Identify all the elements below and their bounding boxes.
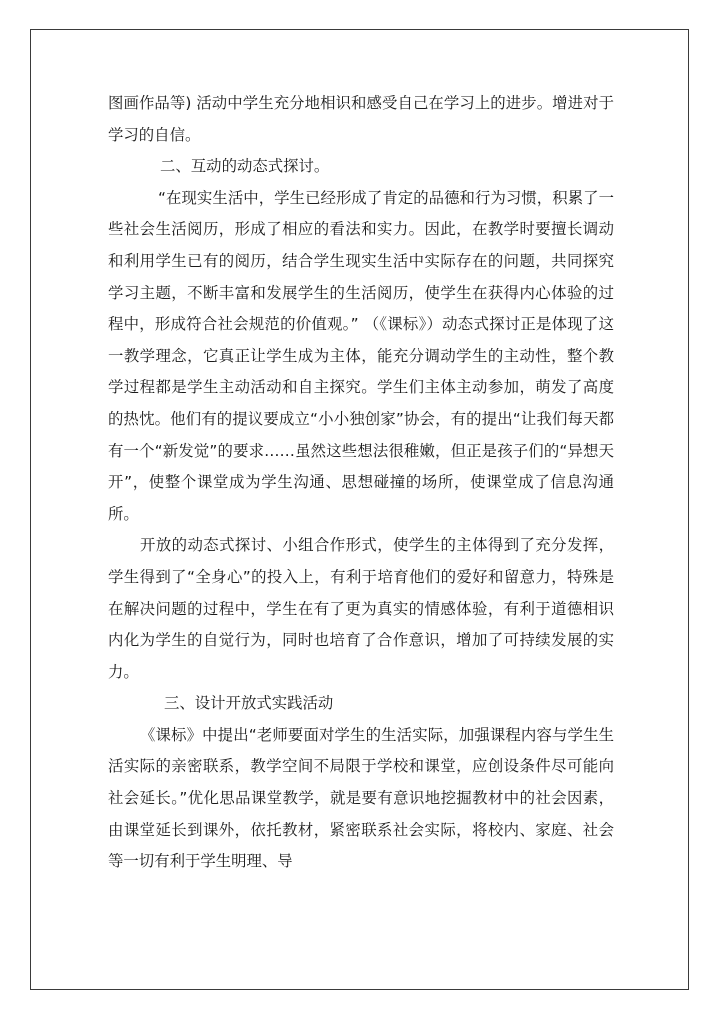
section-heading-2: 二、互动的动态式探讨。 [160,157,330,176]
paragraph-curriculum-quote: “在现实生活中，学生已经形成了肯定的品德和行为习惯，积累了一些社会生活阅历，形成了相应的看法和实力。因此，在教学时要擅长调动和利用学生已有的阅历，结合学生现实生活中实际存在的问题，共同探究学习主题，不断丰富和发展学生的生活阅历，使学生在获得内心体验的过程中，形成符合社会规范的价值观。” （《课标》）动态式探讨正是体现了这一教学理念，它真正让学生成为主体，能充分调动学生的主动性，整个教学过程都是学生主动活动和自主探究。学生们主体主动参加，萌发了高度的热忱。他们有的提议要成立“小小独创家”协会，有的提出“让我们每天都有一个“新发觉”的要求……虽然这些想法很稚嫩，但正是孩子们的“异想天开”，使整个课堂成为学生沟通、思想碰撞的场所，使课堂成了信息沟通所。 [108,188,614,523]
paragraph-continuation: 图画作品等) 活动中学生充分地相识和感受自己在学习上的进步。增进对于学习的自信。 [108,94,614,144]
document-body [108,88,614,878]
paragraph-group-discussion: 开放的动态式探讨、小组合作形式，使学生的主体得到了充分发挥，学生得到了“全身心”的投入上，有利于培育他们的爱好和留意力，特殊是在解决问题的过程中，学生在有了更为真实的情感体验，有利于道德相识内化为学生的自觉行为，同时也培育了合作意识，增加了可持续发展的实力。 [108,536,614,681]
paragraph-practice-activities: 《课标》中提出“老师要面对学生的生活实际，加强课程内容与学生生活实际的亲密联系，教学空间不局限于学校和课堂，应创设条件尽可能向社会延长。”优化思品课堂教学，就是要有意识地挖掘教材中的社会因素，由课堂延长到课外，依托教材，紧密联系社会实际，将校内、家庭、社会等一切有利于学生明理、导 [108,725,614,871]
section-heading-3: 三、设计开放式实践活动 [164,694,334,713]
